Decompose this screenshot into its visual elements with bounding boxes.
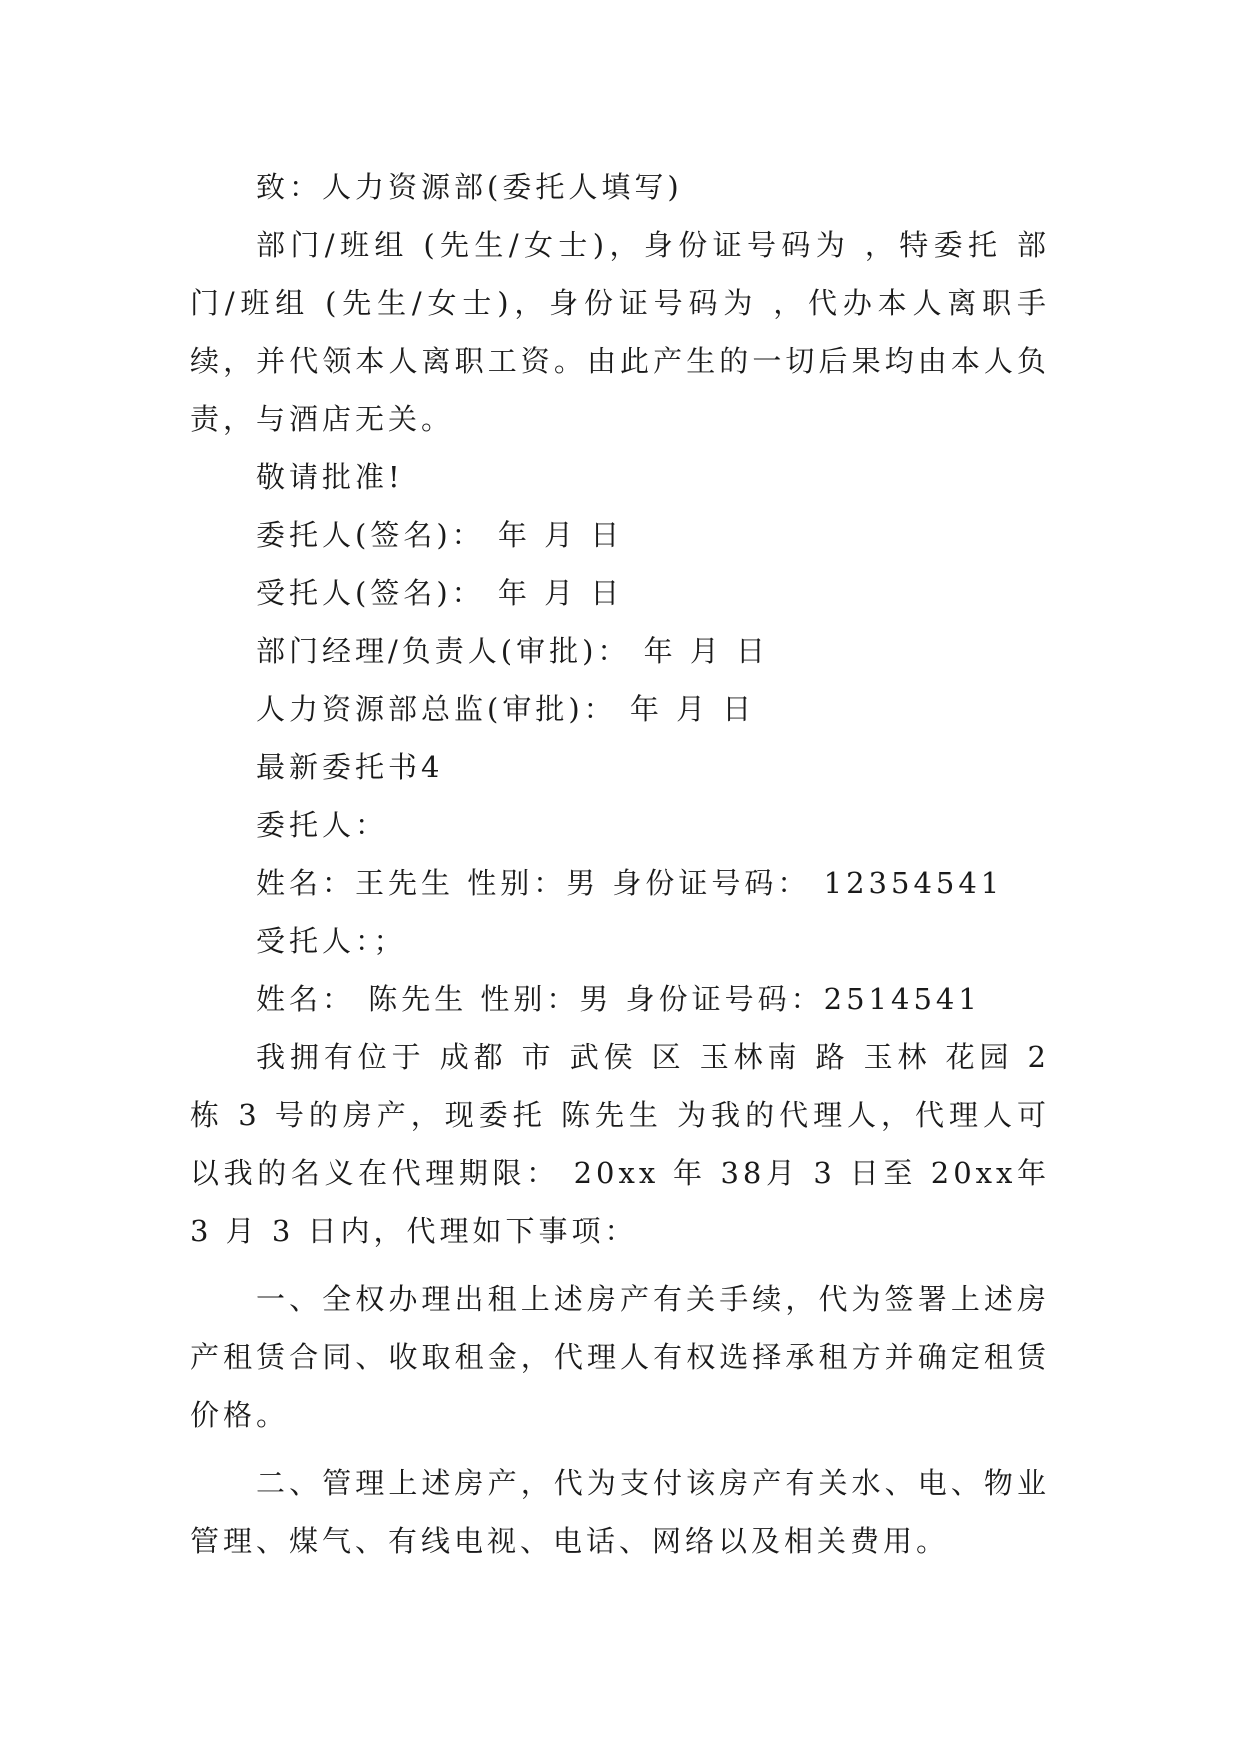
addressee-line: 致：人力资源部(委托人填写) [256, 170, 683, 204]
document-page [190, 158, 1050, 1570]
agent-label: 受托人：； [256, 924, 407, 958]
authorization-paragraph: 部门/班组 (先生/女士)，身份证号码为 ，特委托 部门/班组 (先生/女士)，身份证号码为 ，代办本人离职手续，并代领本人离职工资。由此产生的一切后果均由本人负责，与酒店无关。 [190, 228, 1050, 436]
section-title: 最新委托书4 [256, 750, 444, 784]
approval-request-line: 敬请批准! [256, 460, 404, 494]
agent-info-line: 姓名： 陈先生 性别：男 身份证号码：2514541 [256, 982, 981, 1016]
principal-label: 委托人： [256, 808, 389, 842]
manager-approval-line: 部门经理/负责人(审批)： 年 月 日 [256, 634, 770, 668]
hr-director-approval-line: 人力资源部总监(审批)： 年 月 日 [256, 692, 756, 726]
principal-signature-line: 委托人(签名)： 年 月 日 [256, 518, 624, 552]
item-one-paragraph: 一、全权办理出租上述房产有关手续，代为签署上述房产租赁合同、收取租金，代理人有权选择承租方并确定租赁价格。 [190, 1282, 1050, 1432]
principal-info-line: 姓名：王先生 性别：男 身份证号码： 12354541 [256, 866, 1004, 900]
property-paragraph: 我拥有位于 成都 市 武侯 区 玉林南 路 玉林 花园 2栋 3 号的房产，现委托 陈先生 为我的代理人，代理人可以我的名义在代理期限： 20xx 年 38月 3 日至 20xx年 3 月 3 日内，代理如下事项： [190, 1040, 1050, 1248]
agent-signature-line: 受托人(签名)： 年 月 日 [256, 576, 624, 610]
item-two-paragraph: 二、管理上述房产，代为支付该房产有关水、电、物业管理、煤气、有线电视、电话、网络以及相关费用。 [190, 1466, 1050, 1558]
